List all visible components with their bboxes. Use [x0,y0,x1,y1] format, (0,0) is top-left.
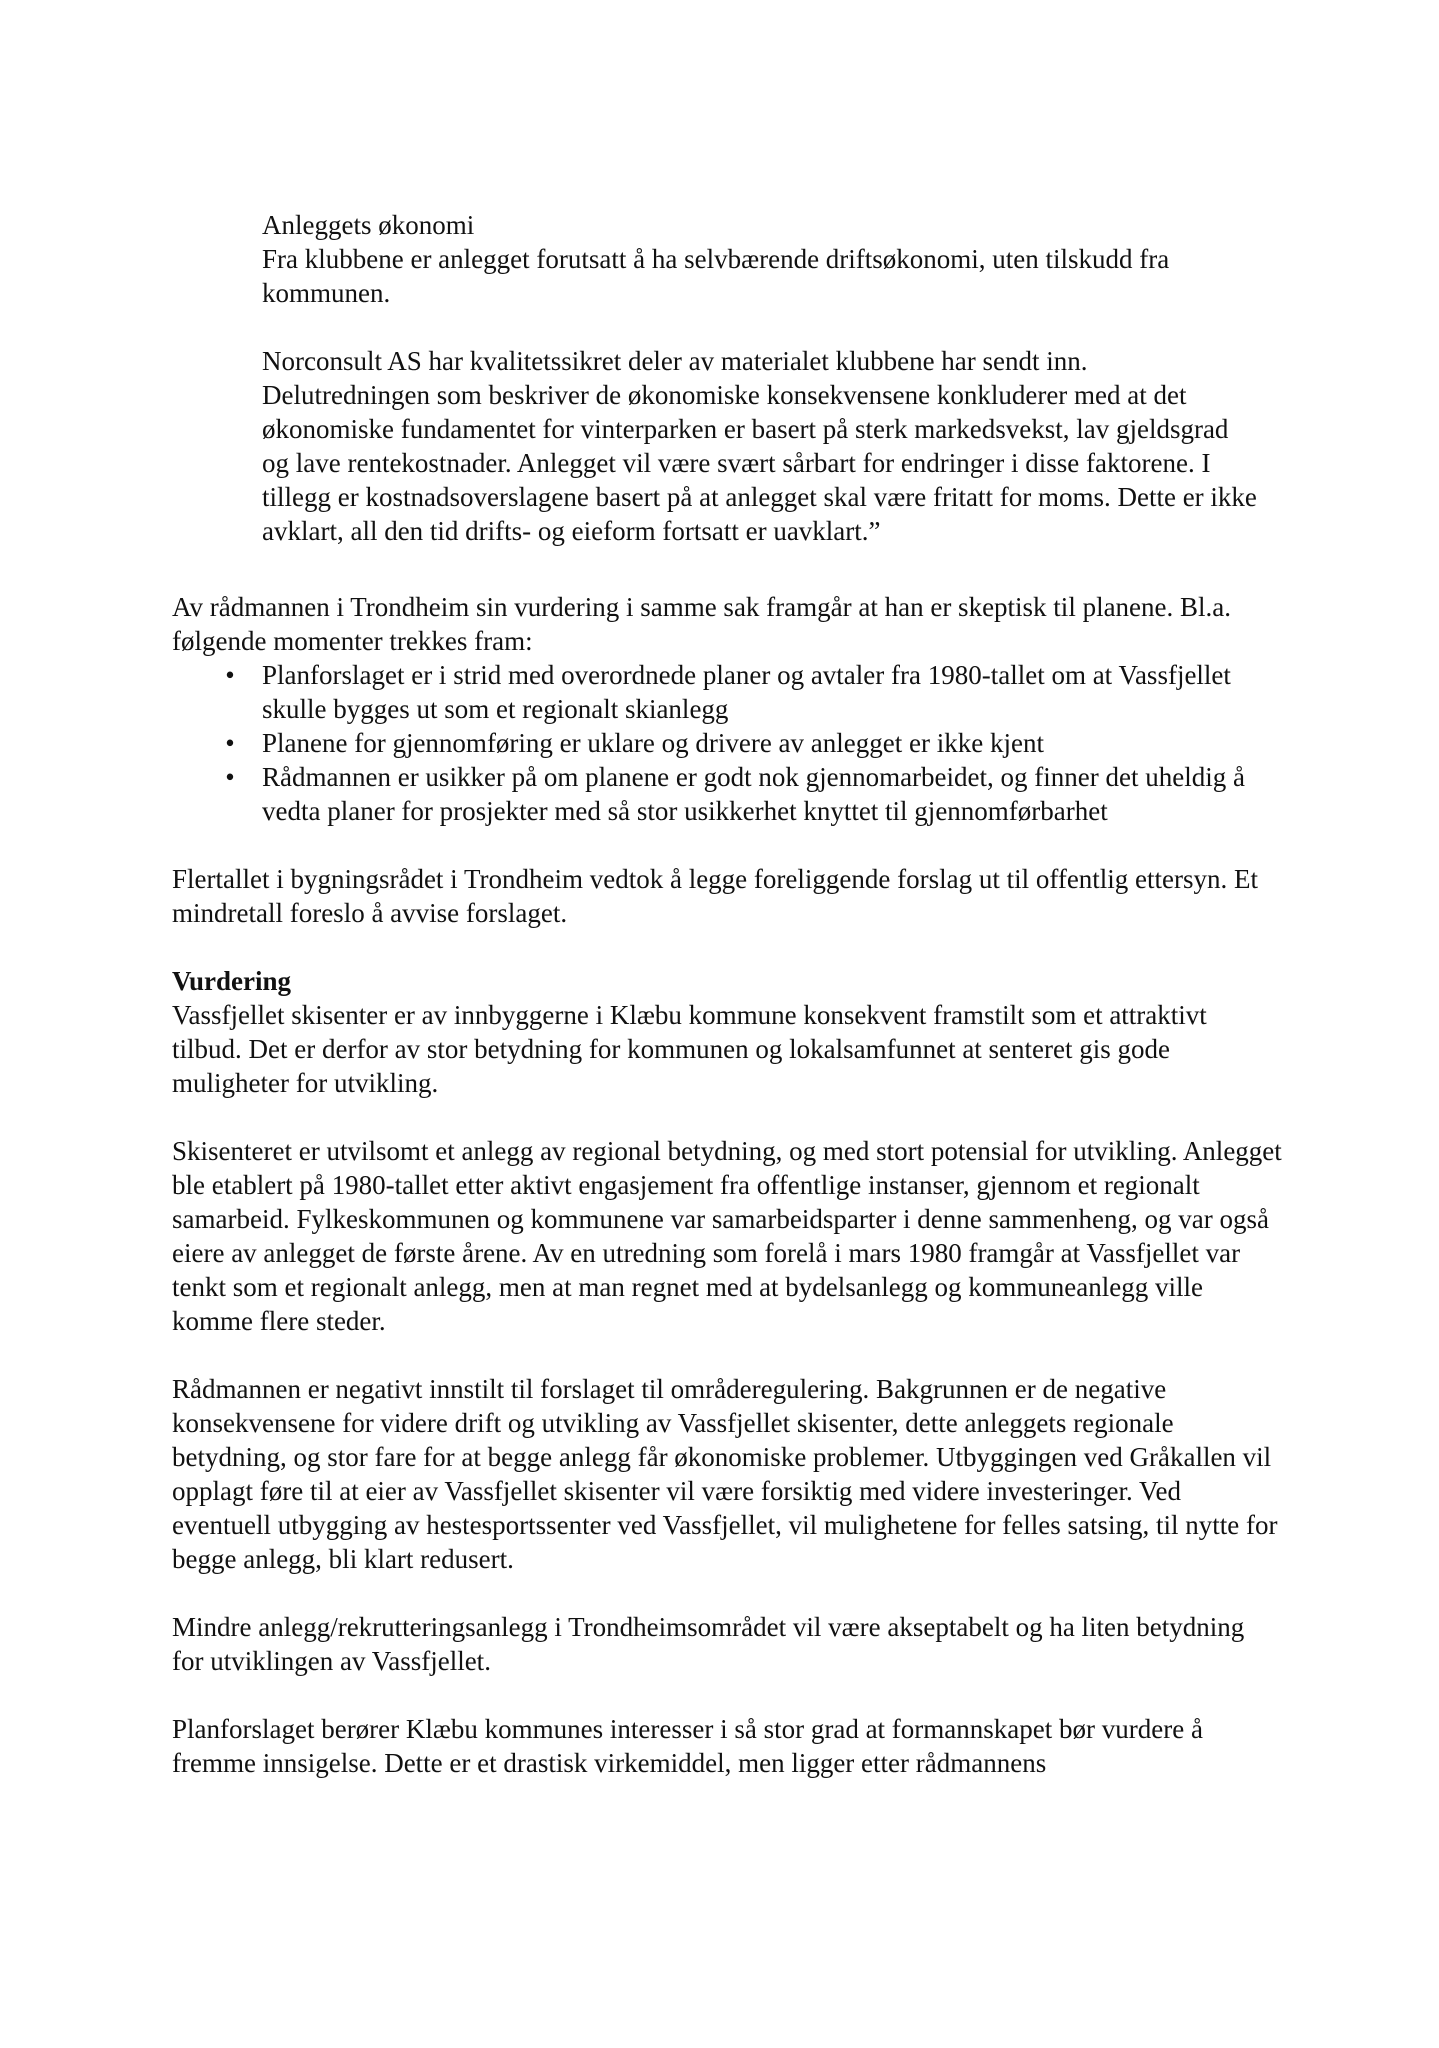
quoted-heading: Anleggets økonomi [262,210,475,240]
intro-paragraph: Av rådmannen i Trondheim sin vurdering i samme sak framgår at han er skeptisk til planene. Bl.a. følgende momenter trekkes fram: [172,592,1232,656]
bullet-item [172,658,1282,726]
bullet-item [172,726,1282,760]
bullet-text: Rådmannen er usikker på om planene er godt nok gjennomarbeidet, og finner det uheldig å vedta planer for prosjekter med så stor usikkerhet knyttet til gjennomførbarhet [262,762,1245,826]
bullet-icon: • [225,660,235,690]
vurdering-paragraph-2: Skisenteret er utvilsomt et anlegg av regional betydning, og med stort potensial for utvikling. Anlegget ble etablert på 1980-tallet etter aktivt engasjement fra offentlige instanser, gjennom et regionalt samarbeid. Fylkeskommunen og kommunene var samarbeidsparter i denne sammenheng, og var også eiere av anlegget de første årene. Av en utredning som forelå i mars 1980 framgår at Vassfjellet var tenkt som et regionalt anlegg, men at man regnet med at bydelsanlegg og kommuneanlegg ville komme flere steder. [172,1136,1282,1336]
vurdering-heading: Vurdering [172,966,292,996]
quoted-section [262,208,1262,548]
bullet-icon: • [225,762,235,792]
paragraph-gap [172,930,1282,964]
bullet-text: Planene for gjennomføring er uklare og drivere av anlegget er ikke kjent [262,728,1044,758]
quoted-paragraph-2: Norconsult AS har kvalitetssikret deler av materialet klubbene har sendt inn. Delutredningen som beskriver de økonomiske konsekvensene konkluderer med at det økonomiske fundamentet for vinterparken er basert på sterk markedsvekst, lav gjeldsgrad og lave rentekostnader. Anlegget vil være svært sårbart for endringer i disse faktorene. I tillegg er kostnadsoverslagene basert på at anlegget skal være fritatt for moms. Dette er ikke avklart, all den tid drifts- og eieform fortsatt er uavklart.” [262,346,1257,546]
flertall-paragraph: Flertallet i bygningsrådet i Trondheim vedtok å legge foreliggende forslag ut til offentlig ettersyn. Et mindretall foreslo å avvise forslaget. [172,864,1259,928]
main-section [172,590,1282,1780]
paragraph-gap [172,828,1282,862]
vurdering-paragraph-3: Rådmannen er negativt innstilt til forslaget til områderegulering. Bakgrunnen er de negative konsekvensene for videre drift og utvikling av Vassfjellet skisenter, dette anleggets regionale betydning, og stor fare for at begge anlegg får økonomiske problemer. Utbyggingen ved Gråkallen vil opplagt føre til at eier av Vassfjellet skisenter vil være forsiktig med videre investeringer. Ved eventuell utbygging av hestesportssenter ved Vassfjellet, vil mulighetene for felles satsing, til nytte for begge anlegg, bli klart redusert. [172,1374,1278,1574]
bullet-item [172,760,1282,828]
vurdering-paragraph-4: Mindre anlegg/rekrutteringsanlegg i Trondheimsområdet vil være akseptabelt og ha liten betydning for utviklingen av Vassfjellet. [172,1612,1245,1676]
paragraph-gap [172,1576,1282,1610]
bullet-text: Planforslaget er i strid med overordnede planer og avtaler fra 1980-tallet om at Vassfjellet skulle bygges ut som et regionalt skianlegg [262,660,1231,724]
bullet-icon: • [225,728,235,758]
quoted-paragraph-1: Fra klubbene er anlegget forutsatt å ha selvbærende driftsøkonomi, uten tilskudd fra kommunen. [262,244,1170,308]
paragraph-gap [172,1338,1282,1372]
vurdering-paragraph-5: Planforslaget berører Klæbu kommunes interesser i så stor grad at formannskapet bør vurdere å fremme innsigelse. Dette er et drastisk virkemiddel, men ligger etter rådmannens [172,1714,1203,1778]
paragraph-gap [262,310,1262,344]
vurdering-paragraph-1: Vassfjellet skisenter er av innbyggerne i Klæbu kommune konsekvent framstilt som et attraktivt tilbud. Det er derfor av stor betydning for kommunen og lokalsamfunnet at senteret gis gode muligheter for utvikling. [172,1000,1207,1098]
paragraph-gap [172,1100,1282,1134]
bullet-list [172,658,1282,828]
paragraph-gap [172,1678,1282,1712]
